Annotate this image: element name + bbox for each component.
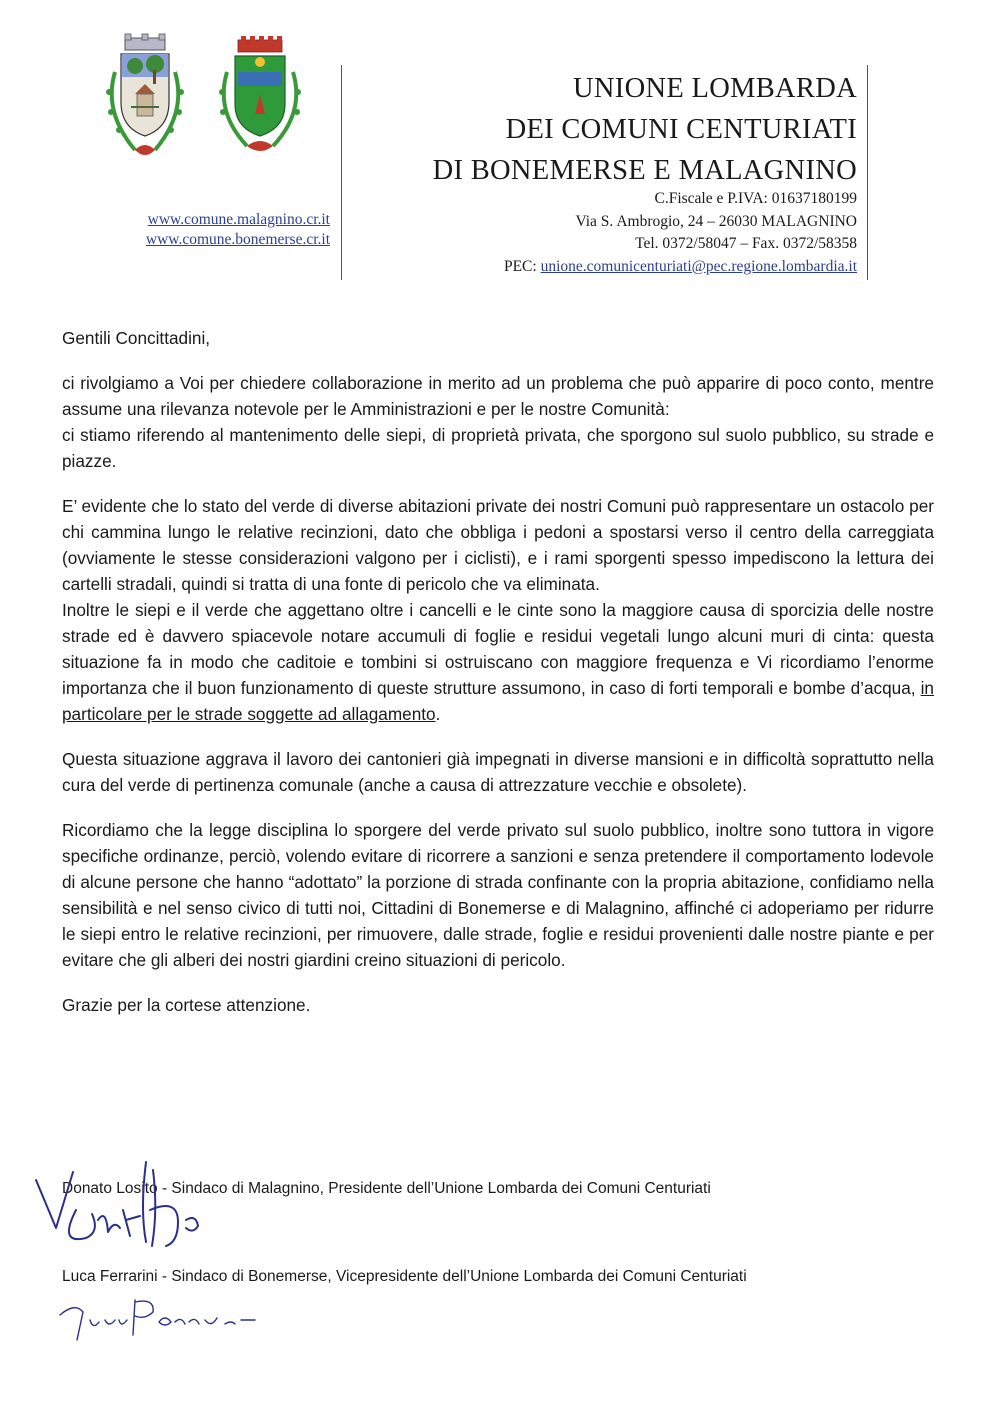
- paragraph: Questa situazione aggrava il lavoro dei cantonieri già impegnati in diverse mansioni e in difficoltà soprattutto nella cura del verde di pertinenza comunale (anche a causa di attrezzature vecchie e obsolete).: [62, 749, 934, 795]
- paragraph: [62, 597, 934, 727]
- signer-name: Donato Losito: [62, 1180, 158, 1197]
- signer-name: Luca Ferrarini: [62, 1268, 158, 1285]
- crest-malagnino-icon: [106, 34, 184, 155]
- municipal-crests: [95, 32, 335, 172]
- paragraph-end: .: [435, 704, 441, 724]
- website-malagnino-link[interactable]: www.comune.malagnino.cr.it: [147, 211, 330, 228]
- salutation: Gentili Concittadini,: [62, 328, 211, 348]
- signer-role: - Sindaco di Malagnino, Presidente dell’Unione Lombarda dei Comuni Centuriati: [157, 1180, 711, 1197]
- handwritten-signature-losito: [28, 1150, 218, 1260]
- organization-details: [504, 188, 857, 278]
- phone-fax: Tel. 0372/58047 – Fax. 0372/58358: [635, 235, 857, 252]
- pec-email-link[interactable]: unione.comunicenturiati@pec.regione.lombardia.it: [540, 257, 857, 275]
- crest-bonemerse-icon: [219, 36, 301, 151]
- website-links: [90, 210, 330, 250]
- org-name-line: DI BONEMERSE E MALAGNINO: [432, 155, 857, 186]
- header-divider-right: [867, 65, 868, 280]
- website-bonemerse-link[interactable]: www.comune.bonemerse.cr.it: [145, 231, 330, 248]
- handwritten-signature-ferrarini: [55, 1290, 260, 1345]
- org-name-line: UNIONE LOMBARDA: [573, 73, 857, 104]
- signature-line-bonemerse: [62, 1268, 747, 1286]
- org-name-line: DEI COMUNI CENTURIATI: [505, 114, 857, 145]
- header-divider-left: [341, 65, 342, 280]
- paragraph-text: Inoltre le siepi e il verde che aggettano oltre i cancelli e le cinte sono la maggiore causa di sporcizia delle nostre strade ed è davvero spiacevole notare accumuli di foglie e residui vegetali lungo alcuni muri di cinta: questa situazione fa in modo che caditoie e tombini si ostruiscano con maggiore frequenza e Vi ricordiamo l’enorme importanza che il buon funzionamento di queste strutture assumono, in caso di forti temporali e bombe d’acqua,: [62, 600, 934, 698]
- organization-name: [433, 68, 857, 191]
- paragraph: Ricordiamo che la legge disciplina lo sporgere del verde privato sul suolo pubblico, inoltre sono tuttora in vigore specifiche ordinanze, perciò, volendo evitare di ricorrere a sanzioni e senza pretendere il comportamento lodevole di alcune persone che hanno “adottato” la porzione di strada confinante con la propria abitazione, confidiamo nella sensibilità e nel senso civico di tutti noi, Cittadini di Bonemerse e di Malagnino, affinché ci adoperiamo per ridurre le siepi entro le relative recinzioni, per rimuovere, dalle strade, foglie e residui provenienti dalle nostre piante e per evitare che gli alberi dei nostri giardini creino situazioni di pericolo.: [62, 820, 934, 970]
- closing: Grazie per la cortese attenzione.: [62, 995, 311, 1015]
- underlined-text: in particolare per le strade soggette ad allagamento: [62, 678, 934, 724]
- address: Via S. Ambrogio, 24 – 26030 MALAGNINO: [575, 212, 857, 230]
- letter-body: [62, 325, 934, 1018]
- paragraph: E’ evidente che lo stato del verde di diverse abitazioni private dei nostri Comuni può rappresentare un ostacolo per chi cammina lungo le relative recinzioni, dato che obbliga i pedoni a spostarsi verso il centro della carreggiata (ovviamente le stesse considerazioni valgono per i ciclisti), e i rami sporgenti spesso impediscono la lettura dei cartelli stradali, quindi si tratta di una fonte di pericolo che va eliminata.: [62, 496, 934, 594]
- paragraph: ci rivolgiamo a Voi per chiedere collaborazione in merito ad un problema che può apparire di poco conto, mentre assume una rilevanza notevole per le Amministrazioni e per le nostre Comunità:: [62, 373, 934, 419]
- pec-line: [504, 256, 857, 279]
- paragraph: ci stiamo riferendo al mantenimento delle siepi, di proprietà privata, che sporgono sul suolo pubblico, su strade e piazze.: [62, 425, 934, 471]
- pec-label: PEC:: [503, 257, 541, 275]
- fiscal-code: C.Fiscale e P.IVA: 01637180199: [654, 190, 857, 207]
- signer-role: - Sindaco di Bonemerse, Vicepresidente dell’Unione Lombarda dei Comuni Centuriati: [157, 1268, 747, 1285]
